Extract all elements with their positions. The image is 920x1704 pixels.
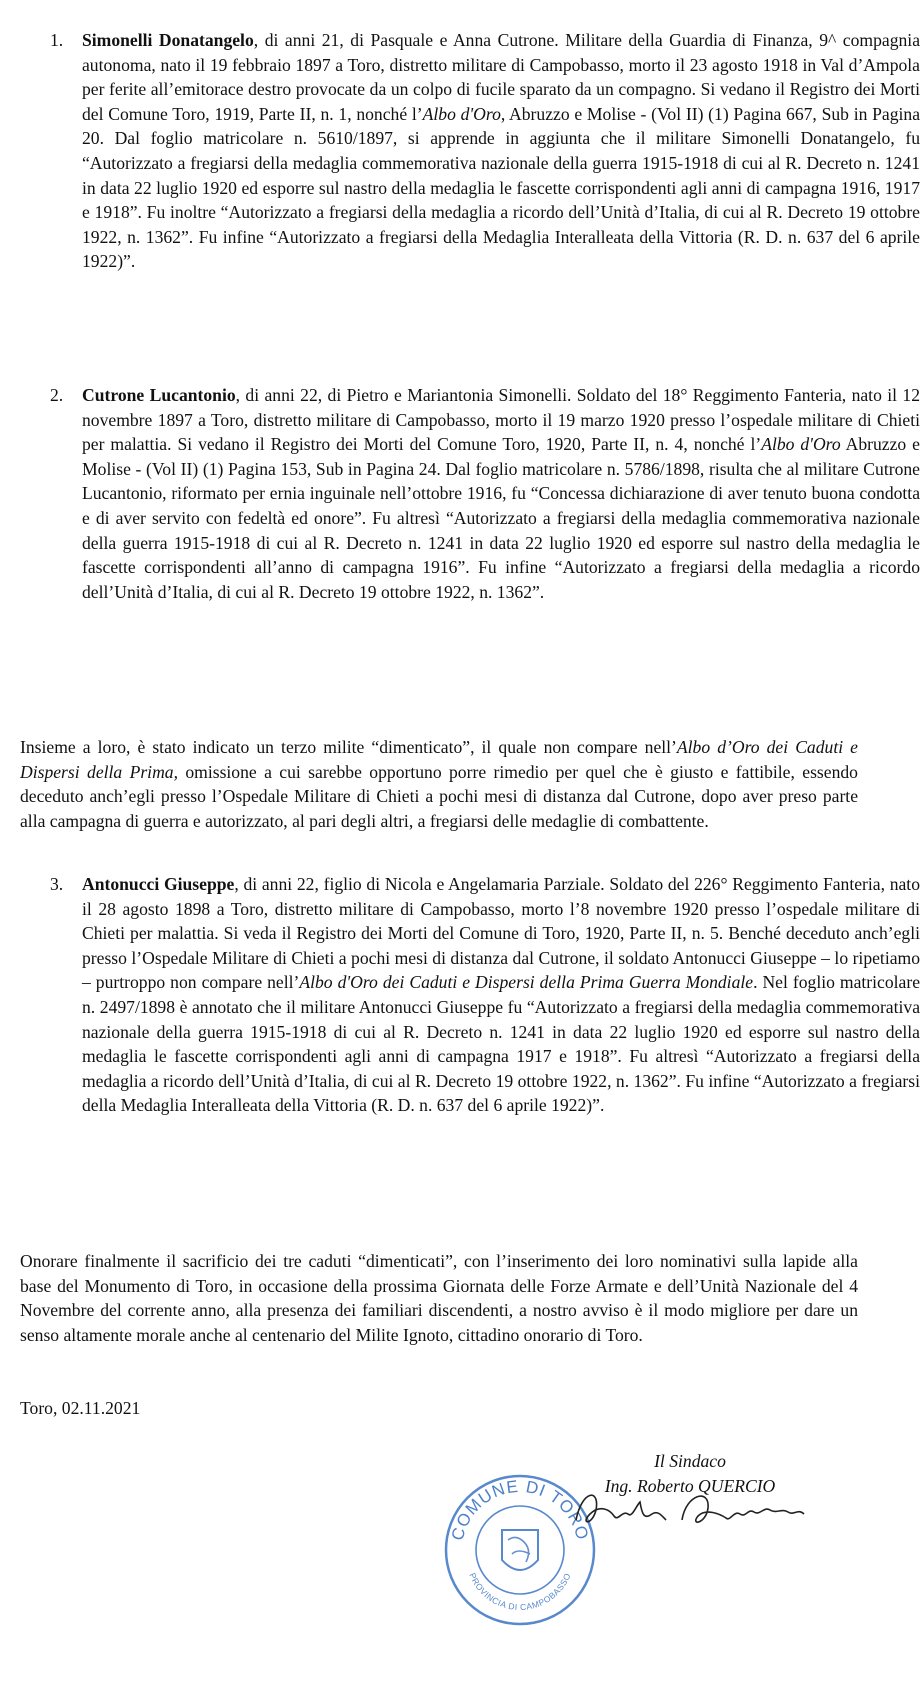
entry-italic: Albo d'Oro (422, 103, 501, 124)
entry-italic: Albo d'Oro (761, 434, 841, 455)
signer-name: Ing. Roberto QUERCIO (604, 1475, 776, 1496)
entry-italic: Albo d'Oro dei Caduti e Dispersi della Prima Guerra Mondiale (299, 972, 754, 993)
entry-3 (50, 872, 920, 1118)
entry-name: Antonucci Giuseppe (82, 874, 235, 894)
entry-name: Simonelli Donatangelo (82, 30, 254, 50)
svg-text:COMUNE DI TORO: COMUNE DI TORO (447, 1476, 593, 1543)
intro-text: omissione a cui sarebbe opportuno porre rimedio per quel che è giusto e fattibile, essendo deceduto anch’egli presso l’Ospedale Militare di Chieti a pochi mesi di distanza dal Cutrone, dopo aver preso parte alla campagna di guerra e autorizzato, al pari degli altri, a fregiarsi delle medaglie di combattente. (20, 761, 858, 831)
intro-italic: Albo d’Oro dei Caduti e Dispersi della Prima, (20, 737, 858, 782)
entry-name: Cutrone Lucantonio (82, 385, 236, 405)
entry-text: , di anni 21, di Pasquale e Anna Cutrone. Militare della Guardia di Finanza, 9^ compagnia autonoma, nato il 19 febbraio 1897 a Toro, distretto militare di Campobasso, morto il 23 agosto 1918 in Val d’Ampola per ferite all’emitorace destro provocate da un colpo di fucile sparato da un compagno. Si vedano il Registro dei Morti del Comune Toro, 1919, Parte II, n. 1, nonché l’ (82, 30, 920, 124)
entry-text: . Nel foglio matricolare n. 2497/1898 è annotato che il militare Antonucci Giuseppe fu “Autorizzato a fregiarsi della medaglia commemorativa nazionale della guerra 1915-1918 di cui al R. Decreto n. 1241 in data 22 luglio 1920 ed esporre sul nastro della medaglia le fascette corrispondenti agli anni di campagna 1917 e 1918”. Fu altresì “Autorizzato a fregiarsi della medaglia a ricordo dell’Unità d’Italia, di cui al R. Decreto 19 ottobre 1922, n. 1362”. Fu infine “Autorizzato a fregiarsi della Medaglia Interalleata della Vittoria (R. D. n. 637 del 6 aprile 1922)”. (82, 972, 920, 1116)
entry-text: , Abruzzo e Molise - (Vol II) (1) Pagina 667, Sub in Pagina 20. Dal foglio matricolare n. 5610/1897, si apprende in aggiunta che il militare Simonelli Donatangelo, fu “Autorizzato a fregiarsi della medaglia commemorativa nazionale della guerra 1915-1918 di cui al R. Decreto n. 1241 in data 22 luglio 1920 ed esporre sul nastro della medaglia le fascette corrispondenti agli anni di campagna 1916, 1917 e 1918”. Fu inoltre “Autorizzato a fregiarsi della medaglia a ricordo dell’Unità d’Italia, di cui al R. Decreto 19 ottobre 1922, n. 1362”. Fu infine “Autorizzato a fregiarsi della Medaglia Interalleata della Vittoria (R. D. n. 637 del 6 aprile 1922)”. (82, 103, 920, 272)
third-soldier-intro (20, 735, 858, 833)
place-date: Toro, 02.11.2021 (20, 1398, 141, 1418)
entry-text: , di anni 22, figlio di Nicola e Angelamaria Parziale. Soldato del 226° Reggimento Fanteria, nato il 28 agosto 1898 a Toro, distretto militare di Campobasso, morto l’8 novembre 1920 presso l’ospedale militare di Chieti per malattia. Si veda il Registro dei Morti del Comune di Toro, 1920, Parte II, n. 5. Benché deceduto anch’egli presso l’Ospedale Militare di Chieti a pochi mesi di distanza dal Cutrone, il soldato Antonucci Giuseppe – lo ripetiamo – purtroppo non compare nell’ (82, 874, 920, 993)
intro-text: Insieme a loro, è stato indicato un terzo milite “dimenticato”, il quale non compare nell’ (20, 737, 677, 757)
entry-1 (50, 28, 920, 274)
entry-text: Abruzzo e Molise - (Vol II) (1) Pagina 153, Sub in Pagina 24. Dal foglio matricolare n. 5786/1898, risulta che al militare Cutrone Lucantonio, riformato per ernia inguinale nell’ottobre 1916, fu “Concessa dichiarazione di aver tenuto buona condotta e di aver servito con fedeltà ed onore”. Fu altresì “Autorizzato a fregiarsi della medaglia commemorativa nazionale della guerra 1915-1918 di cui al R. Decreto n. 1241 in data 22 luglio 1920 ed esporre sul nastro della medaglia le fascette corrispondenti all’anno di campagna 1916”. Fu infine “Autorizzato a fregiarsi della medaglia a ricordo dell’Unità d’Italia, di cui al R. Decreto 19 ottobre 1922, n. 1362”. (82, 434, 920, 602)
handwritten-signature-icon (570, 1480, 820, 1540)
entry-number: 2. (50, 385, 64, 405)
closing-paragraph: Onorare finalmente il sacrificio dei tre caduti “dimenticati”, con l’inserimento dei loro nominativi sulla lapide alla base del Monumento di Toro, in occasione della prossima Giornata delle Forze Armate e dell’Unità Nazionale del 4 Novembre del corrente anno, alla presenza dei familiari discendenti, a nostro avviso è il modo migliore per dare un senso altamente morale anche al centenario del Milite Ignoto, cittadino onorario di Toro. (20, 1251, 858, 1345)
entry-text: , di anni 22, di Pietro e Mariantonia Simonelli. Soldato del 18° Reggimento Fanteria, nato il 12 novembre 1897 a Toro, distretto militare di Campobasso, morto il 19 marzo 1920 presso l’ospedale militare di Chieti per malattia. Si vedano il Registro dei Morti del Comune Toro, 1920, Parte II, n. 4, nonché l’ (82, 385, 920, 455)
entry-2 (50, 383, 920, 604)
entry-number: 3. (50, 874, 64, 894)
signer-role: Il Sindaco (654, 1451, 726, 1471)
entry-number: 1. (50, 30, 64, 50)
svg-text:PROVINCIA DI CAMPOBASSO: PROVINCIA DI CAMPOBASSO (467, 1571, 573, 1613)
